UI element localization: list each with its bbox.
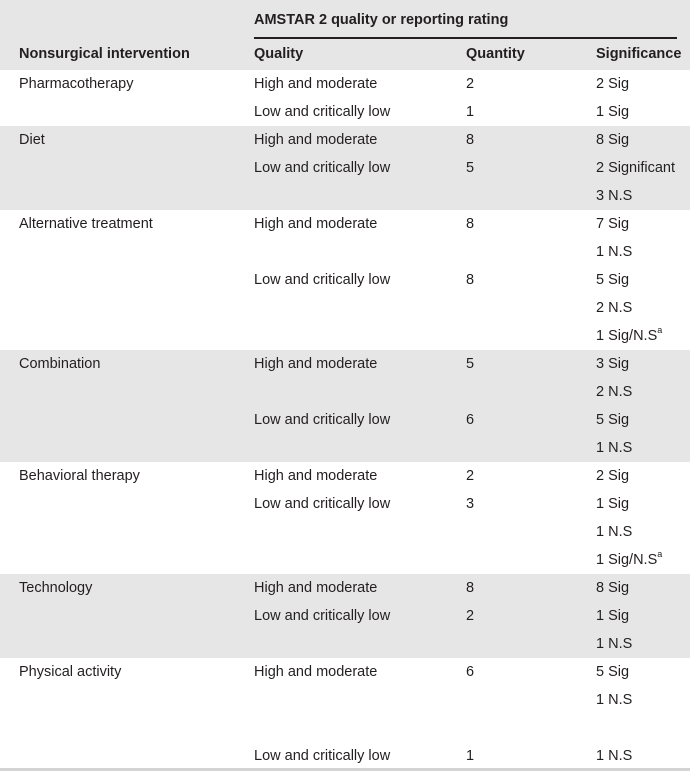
- quantity-cell: 6: [466, 412, 475, 428]
- significance-cell: 1 N.S: [596, 244, 633, 260]
- group-header-rule: [254, 37, 677, 39]
- significance-cell: 1 Sig: [596, 104, 630, 120]
- significance-cell: 5 Sig: [596, 272, 630, 288]
- quantity-cell: 6: [466, 664, 475, 680]
- significance-cell: 5 Sig: [596, 664, 630, 680]
- quantity-cell: 8: [466, 132, 475, 148]
- significance-cell: 3 N.S: [596, 188, 633, 204]
- intervention-cell: Alternative treatment: [19, 216, 153, 232]
- quantity-cell: 1: [466, 104, 475, 120]
- quality-cell: Low and critically low: [254, 412, 391, 428]
- quantity-cell: 8: [466, 272, 475, 288]
- table-bottom-rule: [0, 768, 690, 771]
- group-header-amstar: AMSTAR 2 quality or reporting rating: [254, 12, 509, 28]
- quality-cell: High and moderate: [254, 468, 378, 484]
- significance-cell: 1 N.S: [596, 748, 633, 764]
- intervention-cell: Behavioral therapy: [19, 468, 140, 484]
- column-header-intervention: Nonsurgical intervention: [19, 46, 190, 62]
- quantity-cell: 3: [466, 496, 475, 512]
- significance-cell: 1 N.S: [596, 440, 633, 456]
- significance-cell: 3 Sig: [596, 356, 630, 372]
- column-header-significance: Significance: [596, 46, 682, 62]
- significance-cell: 8 Sig: [596, 132, 630, 148]
- significance-cell: 5 Sig: [596, 412, 630, 428]
- quality-cell: High and moderate: [254, 356, 378, 372]
- intervention-cell: Pharmacotherapy: [19, 76, 134, 92]
- quantity-cell: 8: [466, 580, 475, 596]
- quality-cell: Low and critically low: [254, 272, 391, 288]
- column-header-quality: Quality: [254, 46, 304, 62]
- quality-cell: Low and critically low: [254, 748, 391, 764]
- significance-cell: 2 Significant: [596, 160, 675, 176]
- intervention-cell: Diet: [19, 132, 45, 148]
- intervention-cell: Combination: [19, 356, 101, 372]
- significance-cell: 1 Sig: [596, 608, 630, 624]
- significance-cell: 2 Sig: [596, 468, 630, 484]
- quantity-cell: 2: [466, 468, 475, 484]
- quantity-cell: 2: [466, 76, 475, 92]
- significance-cell: 1 N.S: [596, 692, 633, 708]
- intervention-cell: Technology: [19, 580, 93, 596]
- significance-cell: 7 Sig: [596, 216, 630, 232]
- quality-cell: Low and critically low: [254, 496, 391, 512]
- quality-cell: High and moderate: [254, 76, 378, 92]
- significance-cell: 2 Sig: [596, 76, 630, 92]
- significance-cell: 1 Sig/N.S: [596, 552, 658, 568]
- significance-cell: 2 N.S: [596, 300, 633, 316]
- quantity-cell: 1: [466, 748, 475, 764]
- quality-cell: High and moderate: [254, 132, 378, 148]
- column-header-quantity: Quantity: [466, 46, 525, 62]
- quality-cell: High and moderate: [254, 216, 378, 232]
- quality-cell: Low and critically low: [254, 104, 391, 120]
- significance-cell: [596, 327, 662, 345]
- quantity-cell: 5: [466, 356, 475, 372]
- intervention-cell: Physical activity: [19, 664, 122, 680]
- significance-cell: 1 Sig: [596, 496, 630, 512]
- quality-cell: High and moderate: [254, 580, 378, 596]
- quantity-cell: 5: [466, 160, 475, 176]
- significance-cell: 1 N.S: [596, 636, 633, 652]
- footnote-marker: a: [657, 549, 663, 560]
- quality-cell: Low and critically low: [254, 608, 391, 624]
- quality-cell: High and moderate: [254, 664, 378, 680]
- significance-cell: [596, 551, 662, 569]
- quality-cell: Low and critically low: [254, 160, 391, 176]
- significance-cell: 2 N.S: [596, 384, 633, 400]
- significance-cell: 1 N.S: [596, 524, 633, 540]
- significance-cell: 1 Sig/N.S: [596, 328, 658, 344]
- significance-cell: 8 Sig: [596, 580, 630, 596]
- quantity-cell: 2: [466, 608, 475, 624]
- footnote-marker: a: [657, 325, 663, 336]
- quantity-cell: 8: [466, 216, 475, 232]
